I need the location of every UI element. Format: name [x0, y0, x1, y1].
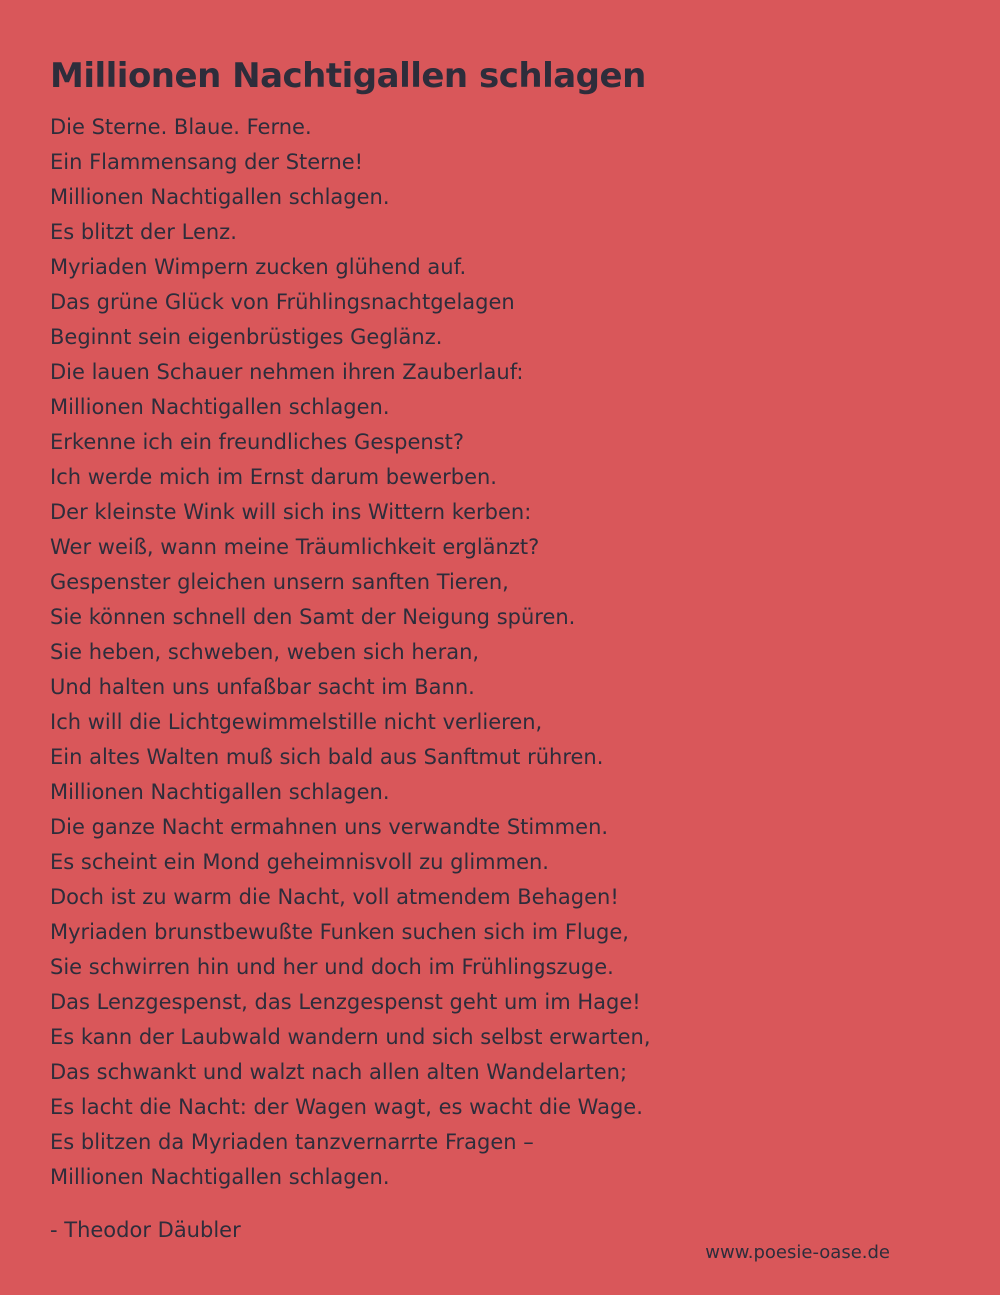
poem-line: Beginnt sein eigenbrüstiges Geglänz.	[50, 325, 443, 349]
poem-line: Es lacht die Nacht: der Wagen wagt, es wacht die Wage.	[50, 1095, 643, 1119]
poem-line: Sie heben, schweben, weben sich heran,	[50, 640, 480, 664]
poem-line: Millionen Nachtigallen schlagen.	[50, 395, 390, 419]
poem-line: Myriaden Wimpern zucken glühend auf.	[50, 255, 467, 279]
poem-body	[50, 110, 651, 1195]
poem-line: Millionen Nachtigallen schlagen.	[50, 780, 390, 804]
poem-line: Die ganze Nacht ermahnen uns verwandte Stimmen.	[50, 815, 609, 839]
poem-line: Die Sterne. Blaue. Ferne.	[50, 115, 312, 139]
poem-line: Doch ist zu warm die Nacht, voll atmendem Behagen!	[50, 885, 619, 909]
poem-line: Ein Flammensang der Sterne!	[50, 150, 364, 174]
poem-line: Das Lenzgespenst, das Lenzgespenst geht um im Hage!	[50, 990, 641, 1014]
poem-line: Wer weiß, wann meine Träumlichkeit erglänzt?	[50, 535, 540, 559]
poem-line: Es kann der Laubwald wandern und sich selbst erwarten,	[50, 1025, 651, 1049]
poem-line: Ich werde mich im Ernst darum bewerben.	[50, 465, 497, 489]
poem-line: Erkenne ich ein freundliches Gespenst?	[50, 430, 465, 454]
poem-line: Und halten uns unfaßbar sacht im Bann.	[50, 675, 475, 699]
poem-line: Millionen Nachtigallen schlagen.	[50, 1165, 390, 1189]
poem-line: Die lauen Schauer nehmen ihren Zauberlauf:	[50, 360, 524, 384]
poem-title: Millionen Nachtigallen schlagen	[50, 56, 646, 96]
poem-line: Sie können schnell den Samt der Neigung spüren.	[50, 605, 576, 629]
poem-line: Gespenster gleichen unsern sanften Tieren,	[50, 570, 509, 594]
poem-line: Millionen Nachtigallen schlagen.	[50, 185, 390, 209]
poem-line: Das grüne Glück von Frühlingsnachtgelagen	[50, 290, 515, 314]
poem-line: Es blitzt der Lenz.	[50, 220, 237, 244]
poem-line: Der kleinste Wink will sich ins Wittern kerben:	[50, 500, 532, 524]
poem-author: - Theodor Däubler	[50, 1218, 241, 1242]
poem-line: Ich will die Lichtgewimmelstille nicht verlieren,	[50, 710, 543, 734]
poem-line: Myriaden brunstbewußte Funken suchen sich im Fluge,	[50, 920, 629, 944]
poem-line: Das schwankt und walzt nach allen alten Wandelarten;	[50, 1060, 628, 1084]
poem-line: Sie schwirren hin und her und doch im Frühlingszuge.	[50, 955, 614, 979]
poem-line: Ein altes Walten muß sich bald aus Sanftmut rühren.	[50, 745, 604, 769]
poem-line: Es scheint ein Mond geheimnisvoll zu glimmen.	[50, 850, 549, 874]
poem-line: Es blitzen da Myriaden tanzvernarrte Fragen –	[50, 1130, 534, 1154]
website-credit: www.poesie-oase.de	[705, 1242, 890, 1263]
